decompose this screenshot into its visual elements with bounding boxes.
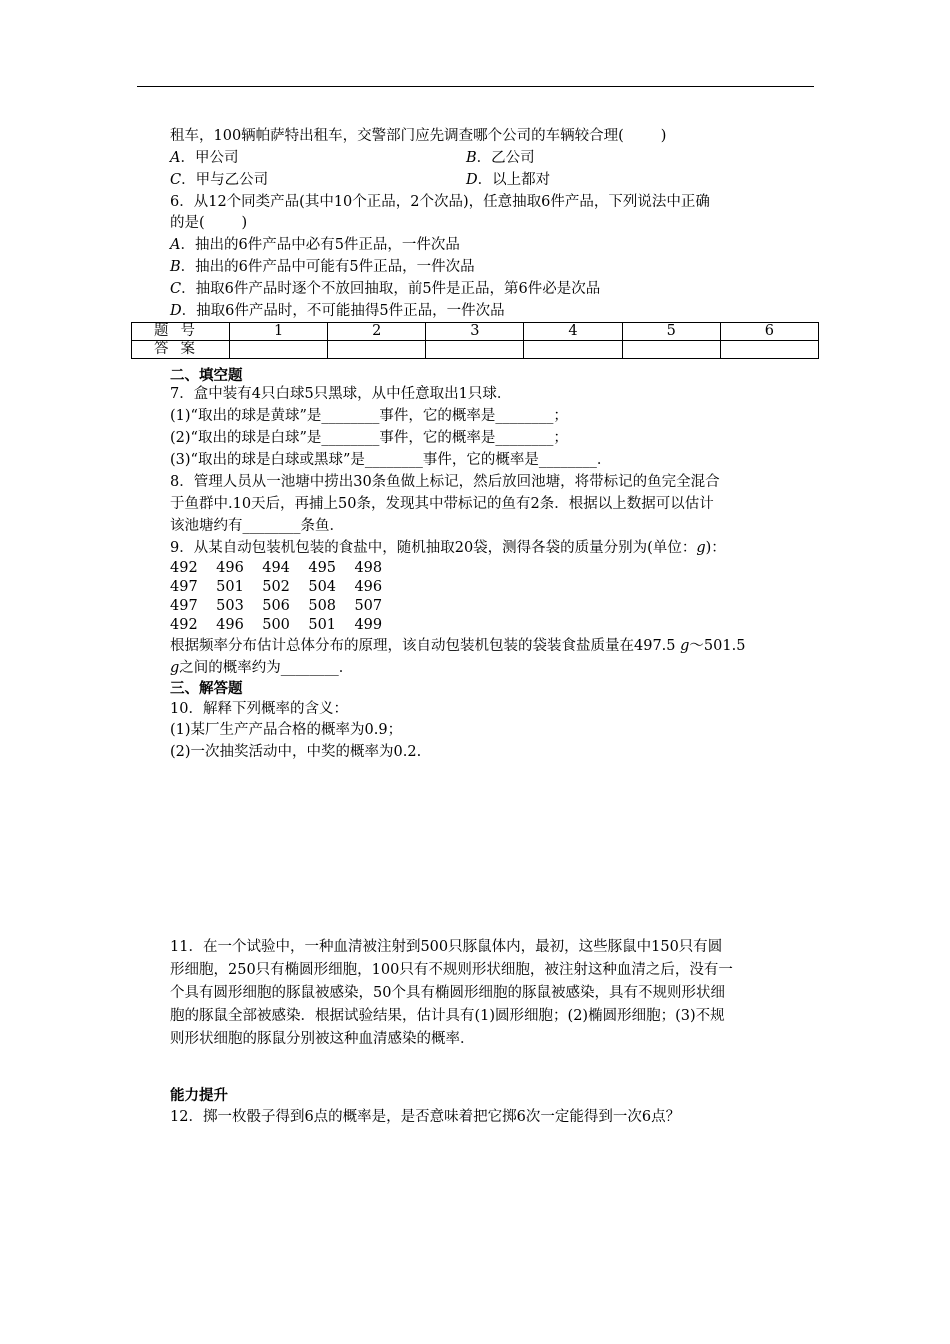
q7-stem: 7．盒中装有4只白球5只黑球，从中任意取出1只球． [170, 386, 512, 402]
answer-cell-5 [622, 341, 720, 359]
q12-stem: 12．掷一枚骰子得到6点的概率是，是否意味着把它掷6次一定能得到一次6点？ [170, 1109, 681, 1125]
q5-continuation: 租车，100辆帕萨特出租车，交警部门应先调查哪个公司的车辆较合理( ) [170, 128, 667, 144]
header-rule [137, 86, 814, 87]
q6-option-a: A．抽出的6件产品中必有5件正品，一件次品 [170, 237, 460, 253]
q11-line4: 胞的豚鼠全部被感染．根据试验结果，估计具有(1)圆形细胞；(2)椭圆形细胞；(3)不规 [170, 1008, 725, 1024]
table-cell-col-6: 6 [720, 323, 818, 341]
q11-line1: 11．在一个试验中，一种血清被注射到500只豚鼠体内，最初，这些豚鼠中150只有圆 [170, 939, 723, 955]
q9-data-row-1: 492 496 494 495 498 [170, 560, 383, 576]
q11-line5: 则形状细胞的豚鼠分别被这种血清感染的概率． [170, 1031, 475, 1047]
q7-part-1: (1)“取出的球是黄球”是________事件，它的概率是________； [170, 408, 568, 424]
answer-table [131, 322, 819, 359]
q6-option-b: B．抽出的6件产品中可能有5件正品，一件次品 [170, 259, 475, 275]
q6-stem-line1: 6．从12个同类产品(其中10个正品，2个次品)，任意抽取6件产品，下列说法中正确 [170, 194, 710, 210]
table-cell-col-3: 3 [426, 323, 524, 341]
table-header-question-number: 题号 [132, 323, 230, 341]
q9-question-line2: g之间的概率约为________． [170, 660, 354, 676]
q9-data-row-3: 497 503 506 508 507 [170, 598, 383, 614]
q10-part-2: (2)一次抽奖活动中，中奖的概率为0.2. [170, 744, 422, 760]
q8-line2: 于鱼群中.10天后，再捕上50条，发现其中带标记的鱼有2条．根据以上数据可以估计 [170, 496, 714, 512]
table-header-answer: 答案 [132, 341, 230, 359]
table-cell-col-4: 4 [524, 323, 622, 341]
q11-line2: 形细胞，250只有椭圆形细胞，100只有不规则形状细胞，被注射这种血清之后，没有一 [170, 962, 733, 978]
q6-option-c: C．抽取6件产品时逐个不放回抽取，前5件是正品，第6件必是次品 [170, 281, 601, 297]
q10-part-1: (1)某厂生产产品合格的概率为0.9； [170, 722, 403, 738]
q7-part-3: (3)“取出的球是白球或黑球”是________事件，它的概率是________． [170, 452, 612, 468]
q5-option-c: C．甲与乙公司 [170, 172, 269, 188]
table-cell-col-2: 2 [328, 323, 426, 341]
q7-part-2: (2)“取出的球是白球”是________事件，它的概率是________； [170, 430, 568, 446]
q10-stem: 10．解释下列概率的含义： [170, 701, 348, 717]
answer-cell-3 [426, 341, 524, 359]
q8-line3: 该池塘约有________条鱼． [170, 518, 344, 534]
answer-cell-2 [328, 341, 426, 359]
q6-stem-line2: 的是( ) [170, 215, 248, 231]
table-cell-col-5: 5 [622, 323, 720, 341]
q9-question-line1: 根据频率分布估计总体分布的原理，该自动包装机包装的袋装食盐质量在497.5 g～501.5 [170, 638, 746, 654]
q11-line3: 个具有圆形细胞的豚鼠被感染，50个具有椭圆形细胞的豚鼠被感染，具有不规则形状细 [170, 985, 725, 1001]
answer-cell-1 [230, 341, 328, 359]
q9-data-row-2: 497 501 502 504 496 [170, 579, 383, 595]
answer-cell-6 [720, 341, 818, 359]
q9-data-row-4: 492 496 500 501 499 [170, 617, 383, 633]
q8-line1: 8．管理人员从一池塘中捞出30条鱼做上标记，然后放回池塘，将带标记的鱼完全混合 [170, 474, 720, 490]
section-title-fill-in: 二、填空题 [170, 367, 243, 384]
q9-stem: 9．从某自动包装机包装的食盐中，随机抽取20袋，测得各袋的质量分别为(单位：g)： [170, 540, 726, 556]
section-title-solve: 三、解答题 [170, 680, 243, 697]
q5-option-a: A．甲公司 [170, 150, 239, 166]
q5-option-d: D．以上都对 [466, 172, 551, 188]
table-cell-col-1: 1 [230, 323, 328, 341]
table-row-answers [132, 341, 819, 359]
section-title-ability: 能力提升 [170, 1087, 228, 1104]
q6-option-d: D．抽取6件产品时，不可能抽得5件正品，一件次品 [170, 303, 505, 319]
answer-cell-4 [524, 341, 622, 359]
table-row-question-numbers [132, 323, 819, 341]
q5-option-b: B．乙公司 [466, 150, 535, 166]
